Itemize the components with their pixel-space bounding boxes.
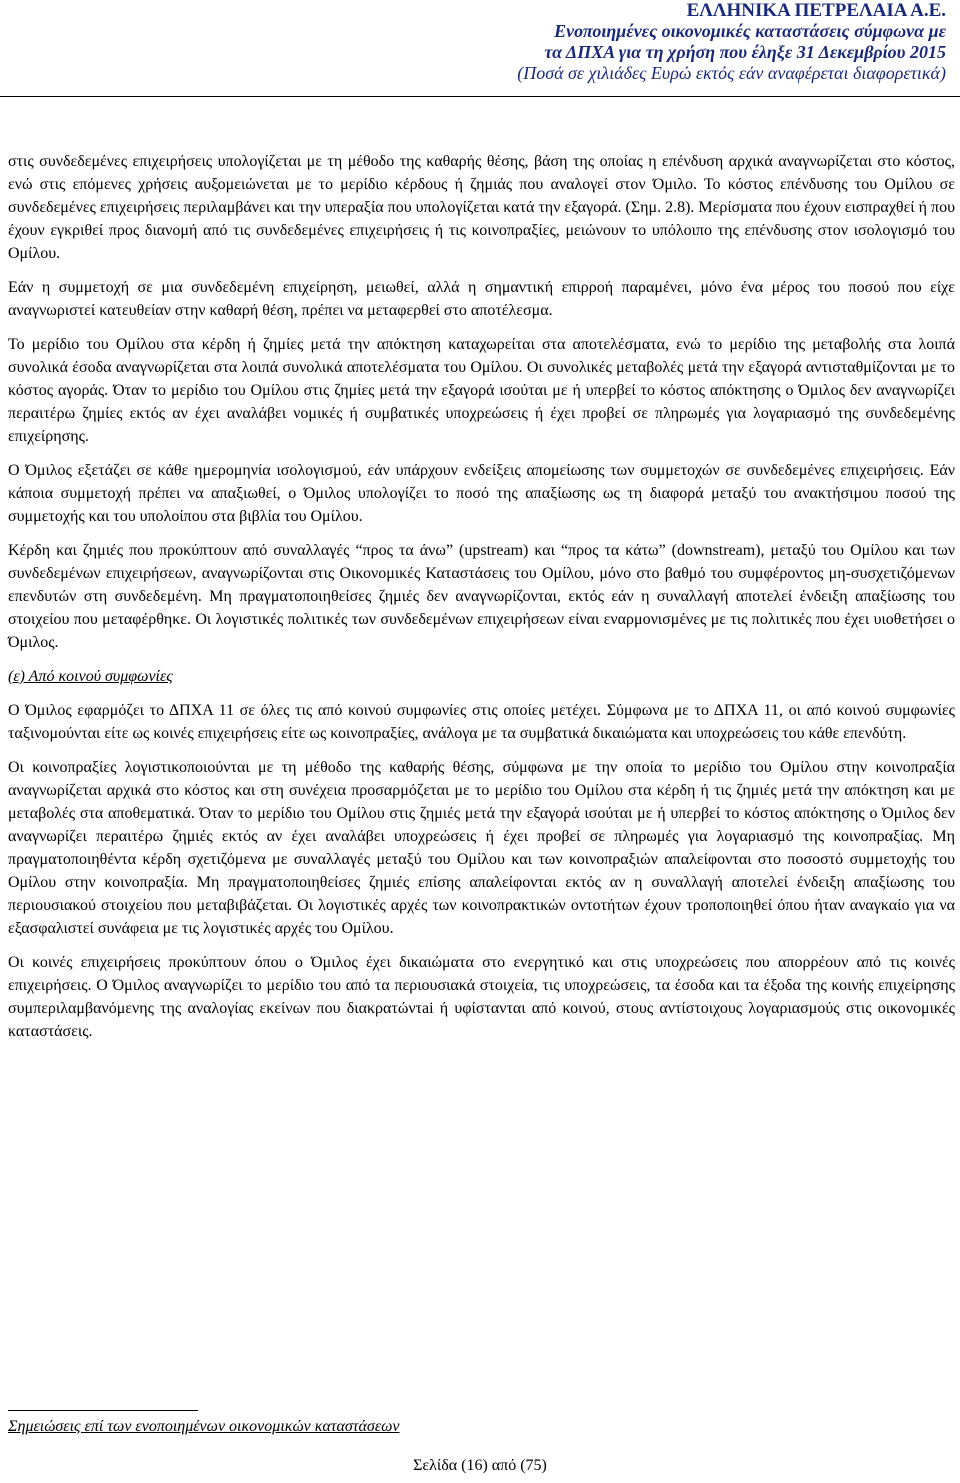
paragraph: Κέρδη και ζημιές που προκύπτουν από συναλλαγές “προς τα άνω” (upstream) και “προς τα κάτω” (downstream), μεταξύ του Ομίλου και των συνδεδεμένων επιχειρήσεων, αναγνωρίζονται στις Οικονομικές Καταστάσεις του Ομίλου, μόνο στο βαθμό του συμφέροντος μη-συσχετιζόμενων επενδυτών στη συνδεδεμένη. Μη πραγματοποιηθείσες ζημιές δεν αναγνωρίζονται, εκτός εάν η συναλλαγή αποτελεί ένδειξη απαξίωσης του στοιχείου που μεταφέρθηκε. Οι λογιστικές πολιτικές των συνδεδεμένων επιχειρήσεων είναι εναρμονισμένες με τις πολιτικές που έχει υιοθετήσει ο Όμιλος. [8, 542, 955, 651]
page-header [517, 0, 946, 84]
header-divider [0, 96, 960, 97]
page-number: Σελίδα (16) από (75) [413, 1457, 547, 1474]
company-name: ΕΛΛΗΝΙΚΑ ΠΕΤΡΕΛΑΙΑ Α.Ε. [686, 0, 946, 21]
header-title-line-1: Ενοποιημένες οικονομικές καταστάσεις σύμφωνα με [554, 21, 946, 41]
paragraph: Το μερίδιο του Ομίλου στα κέρδη ή ζημίες μετά την απόκτηση καταχωρείται στα αποτελέσματα, ενώ το μερίδιο της μεταβολής στα λοιπά συνολικά έσοδα αναγνωρίζεται στα λοιπά συνολικά αποτελέσματα του Ομίλου. Οι συνολικές μεταβολές μετά την εξαγορά αντισταθμίζονται με το κόστος αγοράς. Όταν το μερίδιο του Ομίλου στις ζημίες μετά την εξαγορά ισούται με ή υπερβεί το κόστος απόκτησης ο Όμιλος δεν αναγνωρίζει περαιτέρω ζημίες εκτός αν έχει αναλάβει νομικές ή συμβατικές υποχρεώσεις ή έχει προβεί σε πληρωμές για λογαριασμό της συνδεδεμένης επιχείρησης. [8, 336, 955, 445]
paragraph: στις συνδεδεμένες επιχειρήσεις υπολογίζεται με τη μέθοδο της καθαρής θέσης, βάση της οποίας η επένδυση αρχικά αναγνωρίζεται στο κόστος, ενώ στις επόμενες χρήσεις αυξομειώνεται με το μερίδιο κέρδους ή ζημιάς που αναλογεί στον Όμιλο. Το κόστος επένδυσης του Ομίλου σε συνδεδεμένες επιχειρήσεις περιλαμβάνει και την υπεραξία που υπολογίζεται κατά την εξαγορά. (Σημ. 2.8). Μερίσματα που έχουν εισπραχθεί ή που έχουν εγκριθεί προς διανομή από τις συνδεδεμένες επιχειρήσεις ή τις κοινοπραξίες, μειώνουν το υπόλοιπο της επένδυσης στον ισολογισμό του Ομίλου. [8, 153, 955, 262]
paragraph: Εάν η συμμετοχή σε μια συνδεδεμένη επιχείρηση, μειωθεί, αλλά η σημαντική επιρροή παραμένει, μόνο ένα μέρος του ποσού που είχε αναγνωριστεί κατευθείαν στην καθαρή θέση, πρέπει να μεταφερθεί στο αποτέλεσμα. [8, 279, 955, 319]
paragraph: Οι κοινοπραξίες λογιστικοποιούνται με τη μέθοδο της καθαρής θέσης, σύμφωνα με την οποία το μερίδιο του Ομίλου στην κοινοπραξία αναγνωρίζεται αρχικά στο κόστος και στη συνέχεια προσαρμόζεται με το μερίδιο του Ομίλου στα κέρδη ή τις ζημιές μετά την απόκτηση και με μεταβολές στα αποθεματικά. Όταν το μερίδιο του Ομίλου στις ζημιές μετά την εξαγορά ισούται με ή υπερβεί το κόστος απόκτησης ο Όμιλος δεν αναγνωρίζει περαιτέρω ζημιές εκτός αν έχει αναλάβει υποχρεώσεις ή έχει προβεί σε πληρωμές για λογαριασμό της κοινοπραξίας. Μη πραγματοποιηθέντα κέρδη σχετιζόμενα με συναλλαγές μεταξύ του Ομίλου και των κοινοπραξιών απαλείφονται στο ποσοστό συμμετοχής του Ομίλου στην κοινοπραξία. Μη πραγματοποιηθείσες ζημιές επίσης απαλείφονται εκτός αν η συναλλαγή αποτελεί ένδειξη απαξίωσης του περιουσιακού στοιχείου που μεταβιβάζεται. Οι λογιστικές αρχές των κοινοπρακτικών οντοτήτων έχουν τροποποιηθεί όπου ήταν αναγκαίο για να εξασφαλιστεί συνάφεια με τις λογιστικές αρχές του Ομίλου. [8, 759, 955, 937]
paragraph: Ο Όμιλος εξετάζει σε κάθε ημερομηνία ισολογισμού, εάν υπάρχουν ενδείξεις απομείωσης των συμμετοχών σε συνδεδεμένες επιχειρήσεις. Εάν κάποια συμμετοχή πρέπει να απαξιωθεί, ο Όμιλος υπολογίζει το ποσό της απαξίωσης ως τη διαφορά μεταξύ του ανακτήσιμου ποσού της συμμετοχής και του υπολοίπου στα βιβλία του Ομίλου. [8, 462, 955, 525]
footer-notes-title: Σημειώσεις επί των ενοποιημένων οικονομικών καταστάσεων [8, 1418, 400, 1435]
document-body [8, 150, 955, 1054]
footer-divider [8, 1410, 198, 1411]
header-currency-note: (Ποσά σε χιλιάδες Ευρώ εκτός εάν αναφέρεται διαφορετικά) [517, 63, 946, 83]
paragraph: Ο Όμιλος εφαρμόζει το ΔΠΧΑ 11 σε όλες τις από κοινού συμφωνίες στις οποίες μετέχει. Σύμφωνα με το ΔΠΧΑ 11, οι από κοινού συμφωνίες ταξινομούνται είτε ως κοινές επιχειρήσεις είτε ως κοινοπραξίες, ανάλογα με τα συμβατικά δικαιώματα και υποχρεώσεις του κάθε επενδύτη. [8, 702, 955, 742]
section-subheading: (ε) Από κοινού συμφωνίες [8, 668, 173, 685]
header-title-line-2: τα ΔΠΧΑ για τη χρήση που έληξε 31 Δεκεμβρίου 2015 [544, 42, 946, 62]
paragraph: Οι κοινές επιχειρήσεις προκύπτουν όπου ο Όμιλος έχει δικαιώματα στο ενεργητικό και στις υποχρεώσεις που απορρέουν από τις κοινές επιχειρήσεις. Ο Όμιλος αναγνωρίζει το μερίδιο του από τα περιουσιακά στοιχεία, τις υποχρεώσεις, τα έσοδα και τα έξοδα της κοινής επιχείρησης συμπεριλαμβανόμενης της αναλογίας εκείνων που διακρατώντai ή υφίστανται από κοινού, στους αντίστοιχους λογαριασμούς στις οικονομικές καταστάσεις. [8, 954, 956, 1040]
